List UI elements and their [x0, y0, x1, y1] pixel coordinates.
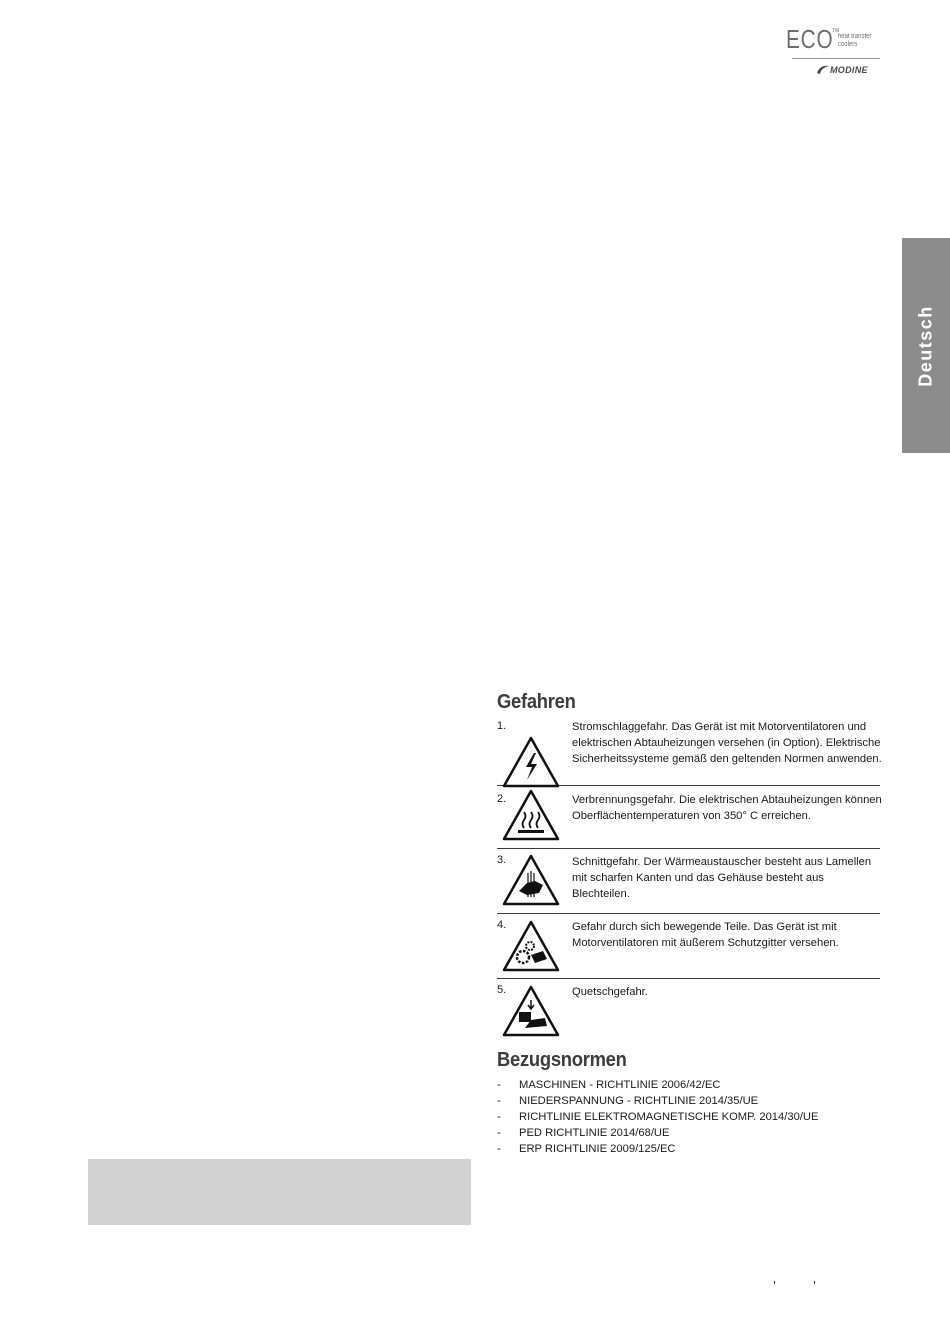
- logo-subtitle: heat transfer coolers: [838, 33, 872, 48]
- modine-swoosh-icon: [816, 64, 830, 76]
- norms-heading: Bezugsnormen: [497, 1049, 627, 1071]
- electric-shock-warning-icon: [501, 735, 561, 789]
- list-item: - NIEDERSPANNUNG - RICHTLINIE 2014/35/UE: [497, 1095, 759, 1107]
- hazard-item: 3. Schnittgefahr. Der Wärmeaustauscher besteht aus Lamellen mit scharfen Kanten und das Gehäuse besteht aus Blechteilen.: [497, 849, 880, 914]
- footer-tick-marks: [772, 1280, 822, 1286]
- hot-surface-warning-icon: [501, 788, 561, 842]
- hazard-item: 1. Stromschlaggefahr. Das Gerät ist mit Motorventilatoren und elektrischen Abtauheizungen versehen (in Option). Elektrische Sicherheitssysteme gemäß den geltenden Normen anwenden.: [497, 717, 880, 786]
- eco-wordmark: ECO: [786, 24, 834, 54]
- list-item: - PED RICHTLINIE 2014/68/UE: [497, 1127, 670, 1139]
- list-item: - MASCHINEN - RICHTLINIE 2006/42/EC: [497, 1079, 721, 1091]
- hazards-heading: Gefahren: [497, 691, 576, 713]
- list-item: - ERP RICHTLINIE 2009/125/EC: [497, 1143, 676, 1155]
- list-item: - RICHTLINIE ELEKTROMAGNETISCHE KOMP. 2014/30/UE: [497, 1111, 819, 1123]
- hazards-list: [497, 717, 880, 1043]
- language-tab-label: Deutsch: [915, 304, 936, 387]
- hazard-item: 4. Gefahr durch sich bewegende Teile. Das Gerät ist mit Motorventilatoren mit äußerem Schutzgitter versehen.: [497, 914, 880, 979]
- norms-list: [497, 1077, 880, 1157]
- language-tab[interactable]: [902, 238, 950, 453]
- gray-panel: [88, 1159, 471, 1225]
- hazard-item: 5. Quetschgefahr.: [497, 979, 880, 1043]
- hazard-item: 2. Verbrennungsgefahr. Die elektrischen Abtauheizungen können Oberflächentemperaturen von 350° C erreichen.: [497, 786, 880, 849]
- moving-parts-warning-icon: [501, 919, 561, 973]
- trademark-mark: TM: [832, 28, 840, 34]
- logo-divider: [792, 58, 880, 59]
- sharp-edges-warning-icon: [501, 853, 561, 907]
- footer-marks: [772, 1280, 822, 1288]
- eco-modine-logo: [786, 26, 886, 86]
- modine-brand: MODINE: [816, 64, 868, 76]
- crush-hazard-warning-icon: [501, 984, 561, 1038]
